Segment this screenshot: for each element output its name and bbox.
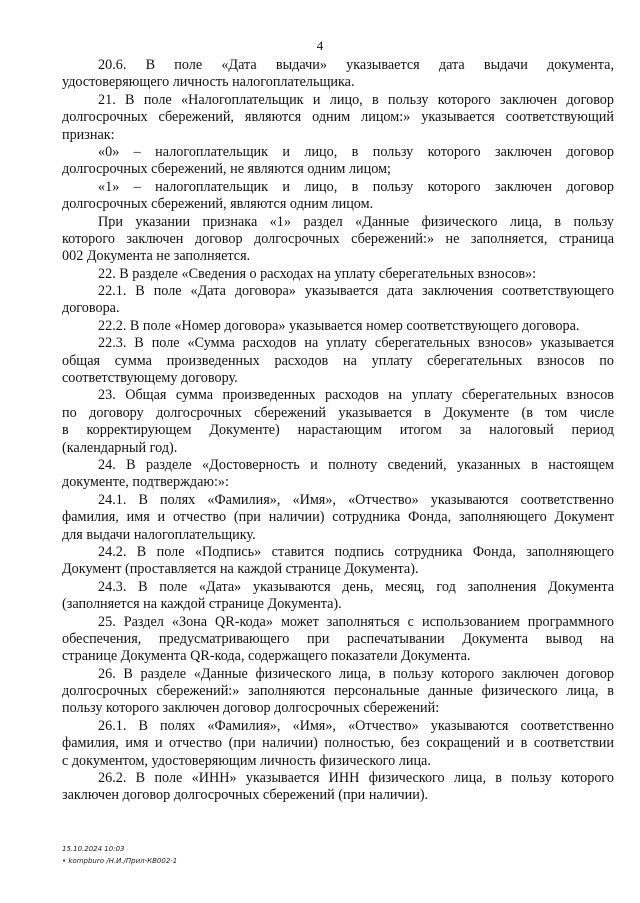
text-line: 26.2. В поле «ИНН» указывается ИНН физического лица, в пользу которого [98,770,614,787]
text-line: странице Документа QR-кода, содержащего показатели Документа. [62,648,471,665]
text-line: 23. Общая сумма произведенных расходов на уплату сберегательных взносов [98,387,614,404]
text-line: которого заключен договор долгосрочных сбережений:» не заполняется, страница [62,230,614,247]
text-line: пользу которого заключен договор долгосрочных сбережений: [62,700,440,717]
text-line: обеспечения, предусматривающего при распечатывании Документа вывод на [62,630,614,647]
text-line: «1» – налогоплательщик и лицо, в пользу которого заключен договор [98,178,614,195]
text-line: 24.2. В поле «Подпись» ставится подпись сотрудника Фонда, заполняющего [98,543,614,560]
text-line: долгосрочных сбережений, не являются одним лицом; [62,161,391,178]
text-line: соответствующему договору. [62,370,238,387]
text-line: 26.1. В полях «Фамилия», «Имя», «Отчество» указываются соответственно [98,717,614,734]
document-body [62,57,614,805]
text-line: документе, подтверждаю:»: [62,474,229,491]
text-line: признак: [62,126,115,143]
text-line: долгосрочных сбережений:» заполняются персональные данные физического лица, в [62,683,614,700]
text-line: (календарный год). [62,439,178,456]
text-line: (заполняется на каждой странице Документа). [62,596,342,613]
text-line: При указании признака «1» раздел «Данные физического лица, в пользу [98,213,614,230]
text-line: Документ (проставляется на каждой странице Документа). [62,561,419,578]
text-line: 25. Раздел «Зона QR-кода» может заполняться с использованием программного [98,613,614,630]
text-line: долгосрочных сбережений, являются одним лицом:» указывается соответствующий [62,109,614,126]
text-line: 22. В разделе «Сведения о расходах на уплату сберегательных взносов»: [98,265,537,282]
text-line: общая сумма произведенных расходов на уплату сберегательных взносов по [62,352,614,369]
page-number: 4 [316,38,324,53]
text-line: 24.1. В полях «Фамилия», «Имя», «Отчество» указываются соответственно [98,491,614,508]
text-line: 22.1. В поле «Дата договора» указывается дата заключения соответствующего [98,283,614,300]
text-line: для выдачи налогоплательщику. [62,526,256,543]
text-line: 26. В разделе «Данные физического лица, в пользу которого заключен договор [98,665,614,682]
text-line: удостоверяющего личность налогоплательщика. [62,74,355,91]
text-line: 24. В разделе «Достоверность и полноту сведений, указанных в настоящем [98,456,614,473]
text-line: 20.6. В поле «Дата выдачи» указывается дата выдачи документа, [98,57,614,73]
text-line: фамилия, имя и отчество (при наличии) сотрудника Фонда, заполняющего Документ [62,509,614,526]
text-line: «0» – налогоплательщик и лицо, в пользу которого заключен договор [98,143,614,160]
footer-file: • kompburo /Н.И./Прил-КВ002-1 [62,857,178,865]
footer-stamp [62,843,177,867]
text-line: в корректирующем Документе) нарастающим итогом за налоговый период [62,422,614,439]
text-line: 24.3. В поле «Дата» указываются день, месяц, год заполнения Документа [98,578,614,595]
text-line: долгосрочных сбережений, являются одним лицом. [62,196,374,213]
text-line: договора. [62,300,120,317]
text-line: фамилия, имя и отчество (при наличии) полностью, без сокращений и в соответствии [62,735,614,752]
text-line: 22.2. В поле «Номер договора» указывается номер соответствующего договора. [98,317,580,334]
text-line: 22.3. В поле «Сумма расходов на уплату сберегательных взносов» указывается [98,335,614,352]
text-line: с документом, удостоверяющим личность физического лица. [62,752,431,769]
text-line: по договору долгосрочных сбережений указывается в Документе (в том числе [62,404,614,421]
text-line: 21. В поле «Налогоплательщик и лицо, в пользу которого заключен договор [98,91,614,108]
footer-date: 15.10.2024 10:03 [62,845,125,853]
text-line: заключен договор долгосрочных сбережений (при наличии). [62,787,429,804]
text-line: 002 Документа не заполняется. [62,248,251,265]
